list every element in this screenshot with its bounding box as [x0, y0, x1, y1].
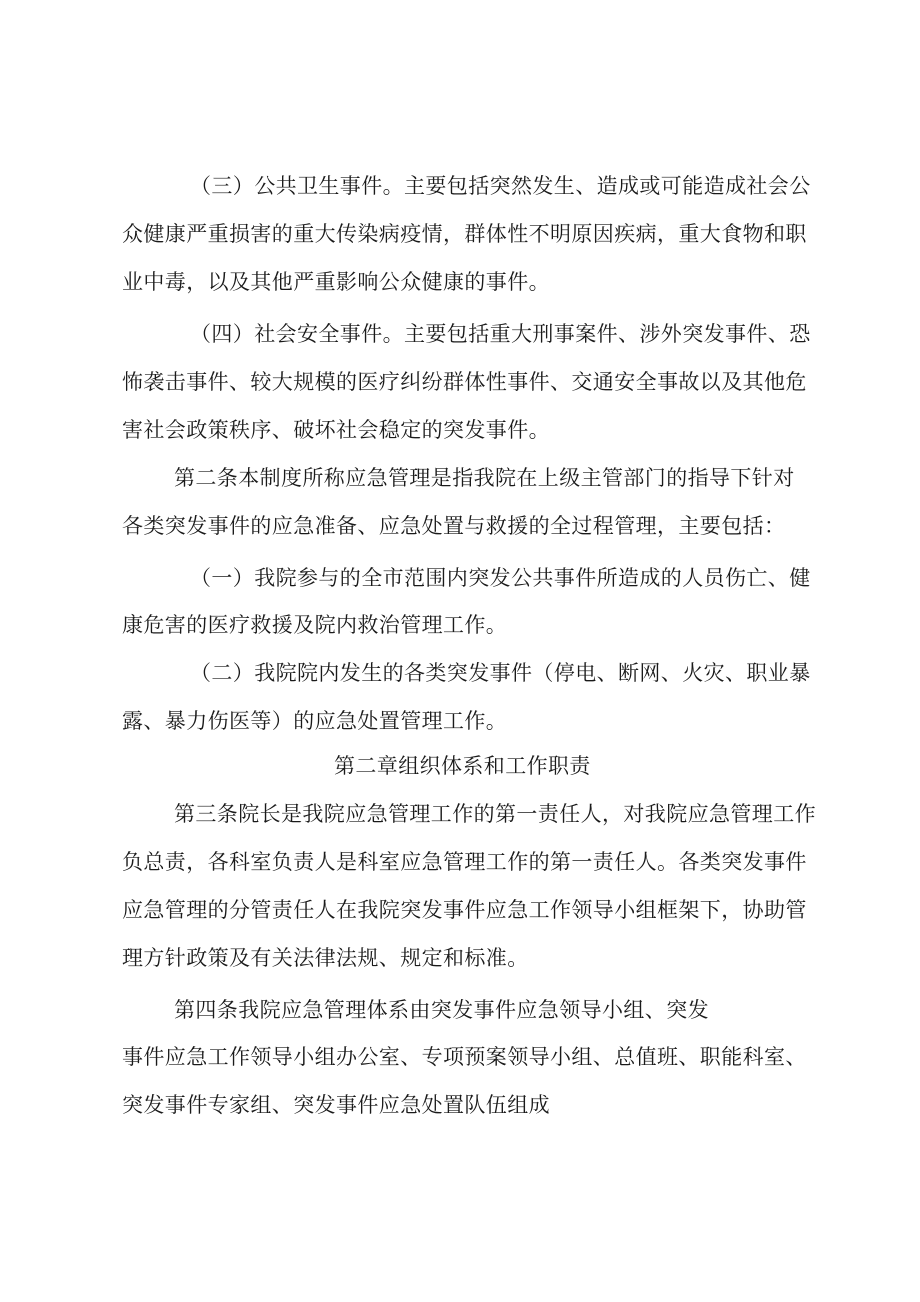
- paragraph-public-health-line-3: 业中毒，以及其他严重影响公众健康的事件。: [122, 270, 550, 294]
- article-4-line-1: 第四条我院应急管理体系由突发事件应急领导小组、突发: [174, 998, 709, 1022]
- paragraph-social-safety-line-2: 怖袭击事件、较大规模的医疗纠纷群体性事件、交通安全事故以及其他危: [122, 370, 807, 394]
- article-2-line-1: 第二条本制度所称应急管理是指我院在上级主管部门的指导下针对: [174, 466, 795, 490]
- chapter-2-heading: 第二章组织体系和工作职责: [334, 754, 591, 778]
- article-2-item-2-line-2: 露、暴力伤医等）的应急处置管理工作。: [122, 709, 508, 733]
- article-2-item-1-line-2: 康危害的医疗救援及院内救治管理工作。: [122, 613, 508, 637]
- article-4-line-3: 突发事件专家组、突发事件应急处置队伍组成: [122, 1093, 550, 1117]
- article-2-item-2-line-1: （二）我院院内发生的各类突发事件（停电、断网、火灾、职业暴: [190, 661, 811, 685]
- article-2-line-2: 各类突发事件的应急准备、应急处置与救援的全过程管理，主要包括：: [122, 514, 786, 538]
- paragraph-social-safety-line-3: 害社会政策秩序、破坏社会稳定的突发事件。: [122, 418, 550, 442]
- paragraph-public-health-line-1: （三）公共卫生事件。主要包括突然发生、造成或可能造成社会公: [190, 174, 811, 198]
- article-3-line-1: 第三条院长是我院应急管理工作的第一责任人，对我院应急管理工作: [174, 802, 816, 826]
- article-3-line-3: 应急管理的分管责任人在我院突发事件应急工作领导小组框架下，协助管: [122, 898, 807, 922]
- paragraph-public-health-line-2: 众健康严重损害的重大传染病疫情，群体性不明原因疾病，重大食物和职: [122, 222, 807, 246]
- article-4-line-2: 事件应急工作领导小组办公室、专项预案领导小组、总值班、职能科室、: [122, 1045, 807, 1069]
- article-3-line-2: 负总责，各科室负责人是科室应急管理工作的第一责任人。各类突发事件: [122, 850, 807, 874]
- article-2-item-1-line-1: （一）我院参与的全市范围内突发公共事件所造成的人员伤亡、健: [190, 566, 811, 590]
- article-3-line-4: 理方针政策及有关法律法规、规定和标准。: [122, 946, 529, 970]
- paragraph-social-safety-line-1: （四）社会安全事件。主要包括重大刑事案件、涉外突发事件、恐: [190, 322, 811, 346]
